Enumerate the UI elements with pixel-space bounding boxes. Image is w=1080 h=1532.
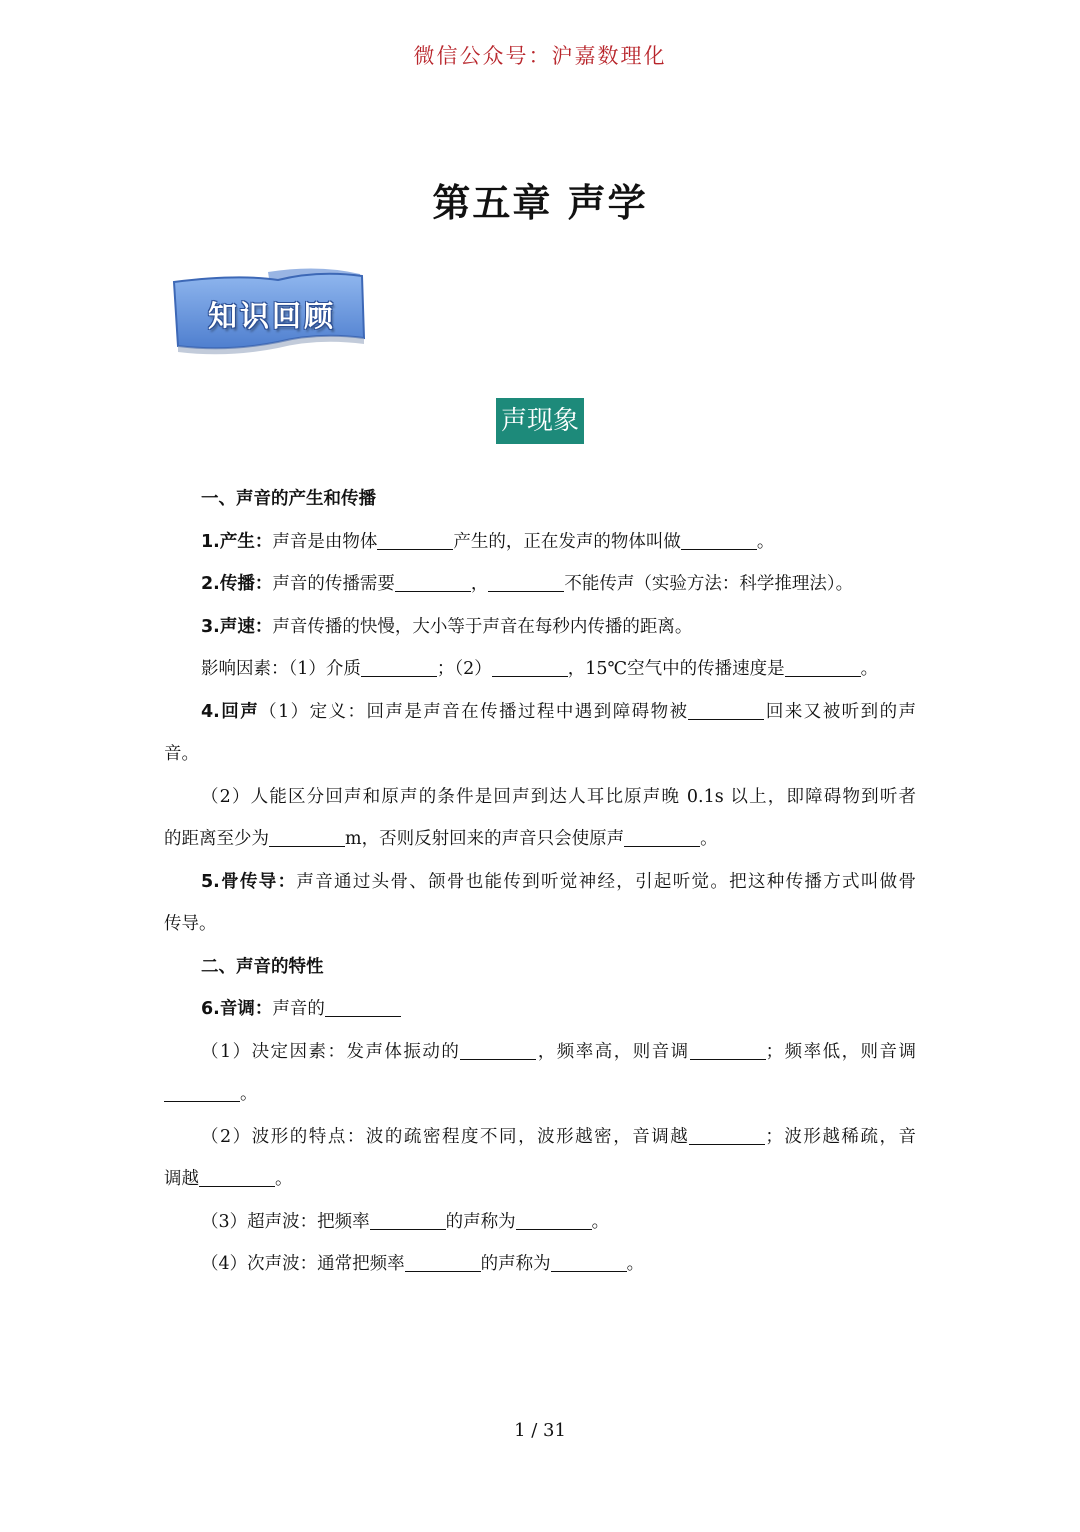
text: ， <box>470 574 489 594</box>
fill-blank[interactable] <box>199 1168 275 1187</box>
fill-blank[interactable] <box>516 1211 592 1230</box>
text: 传导。 <box>164 914 217 934</box>
term-label: 6.音调： <box>201 999 273 1019</box>
text-line <box>164 994 916 1037</box>
text: （3）超声波：把频率 <box>201 1211 370 1232</box>
text-line <box>164 1122 916 1165</box>
text: ，15℃空气中的传播速度是 <box>567 659 785 679</box>
text: 。 <box>591 1211 610 1232</box>
text: ；波形越稀疏，音 <box>765 1126 916 1147</box>
section-heading-1: 一、声音的产生和传播 <box>201 489 376 509</box>
text: 影响因素：（1）介质 <box>201 659 361 679</box>
badge-label: 知识回顾 <box>207 299 336 333</box>
text-line <box>164 654 916 697</box>
text-line <box>164 1164 916 1207</box>
fill-blank[interactable] <box>325 998 401 1017</box>
chapter-title: 第五章 声学 <box>432 181 648 225</box>
text-line <box>164 739 916 782</box>
text: 声音的 <box>272 999 325 1019</box>
fill-blank[interactable] <box>395 573 471 592</box>
text-line <box>164 867 916 910</box>
text-line <box>164 909 916 952</box>
text-line <box>164 612 916 655</box>
fill-blank[interactable] <box>689 1126 765 1145</box>
page-header: 微信公众号：沪嘉数理化 <box>413 44 667 68</box>
fill-blank[interactable] <box>164 1083 240 1102</box>
fill-blank[interactable] <box>688 701 764 720</box>
fill-blank[interactable] <box>361 658 437 677</box>
knowledge-review-badge <box>168 266 374 358</box>
text: 的声称为 <box>480 1254 551 1274</box>
page-number: 1 / 31 <box>514 1420 566 1441</box>
fill-blank[interactable] <box>488 573 564 592</box>
text: ；频率低，则音调 <box>765 1041 917 1062</box>
fill-blank[interactable] <box>785 658 861 677</box>
text: 。 <box>756 531 775 552</box>
text-line <box>164 697 916 740</box>
text: 回来又被听到的声 <box>764 701 917 722</box>
fill-blank[interactable] <box>460 1041 536 1060</box>
text: （1）定义：回声是声音在传播过程中遇到障碍物被 <box>259 701 689 722</box>
text: 声音是由物体 <box>272 531 378 552</box>
text-line <box>164 1079 916 1122</box>
text: （2）波形的特点：波的疏密程度不同，波形越密，音调越 <box>201 1126 690 1147</box>
term-label: 5.骨传导： <box>201 871 297 892</box>
document-body <box>164 484 916 1292</box>
text: 音。 <box>164 744 199 764</box>
fill-blank[interactable] <box>269 828 345 847</box>
fill-blank[interactable] <box>405 1253 481 1272</box>
text: 的距离至少为 <box>164 829 269 849</box>
text: 不能传声（实验方法：科学推理法）。 <box>564 574 854 594</box>
fill-blank[interactable] <box>681 531 757 550</box>
text: 。 <box>700 829 718 849</box>
text: 产生的，正在发声的物体叫做 <box>453 531 681 552</box>
text-line <box>164 527 916 570</box>
text: 声音通过头骨、颌骨也能传到听觉神经，引起听觉。把这种传播方式叫做骨 <box>296 871 916 892</box>
text: （2）人能区分回声和原声的条件是回声到达人耳比原声晚 0.1s 以上，即障碍物到听者 <box>201 786 916 807</box>
text: m，否则反射回来的声音只会使原声 <box>345 829 625 849</box>
text: （4）次声波：通常把频率 <box>201 1254 405 1274</box>
fill-blank[interactable] <box>370 1211 446 1230</box>
text: 。 <box>860 659 879 679</box>
term-label: 2.传播： <box>201 574 273 594</box>
text-line <box>164 782 916 825</box>
fill-blank[interactable] <box>624 828 700 847</box>
text: 声音的传播需要 <box>272 574 395 594</box>
text: 。 <box>240 1084 258 1104</box>
fill-blank[interactable] <box>377 531 453 550</box>
text: 。 <box>626 1254 645 1274</box>
fill-blank[interactable] <box>551 1253 627 1272</box>
text: （1）决定因素：发声体振动的 <box>201 1041 461 1062</box>
term-label: 4.回声 <box>201 701 260 722</box>
text-line <box>164 1207 916 1250</box>
term-label: 1.产生： <box>201 531 273 552</box>
section-heading-2: 二、声音的特性 <box>201 956 324 977</box>
text-line <box>164 1249 916 1292</box>
term-label: 3.声速： <box>201 616 273 637</box>
text: 的声称为 <box>445 1211 516 1232</box>
text: ，频率高，则音调 <box>536 1041 690 1062</box>
text-line <box>164 824 916 867</box>
text-line <box>164 569 916 612</box>
fill-blank[interactable] <box>492 658 568 677</box>
text: 调越 <box>164 1169 199 1189</box>
section-heading: 声现象 <box>496 398 584 444</box>
fill-blank[interactable] <box>690 1041 766 1060</box>
text: 声音传播的快慢，大小等于声音在每秒内传播的距离。 <box>272 616 693 637</box>
text: 。 <box>275 1169 293 1189</box>
text-line <box>164 1037 916 1080</box>
text: ；（2） <box>436 659 492 679</box>
